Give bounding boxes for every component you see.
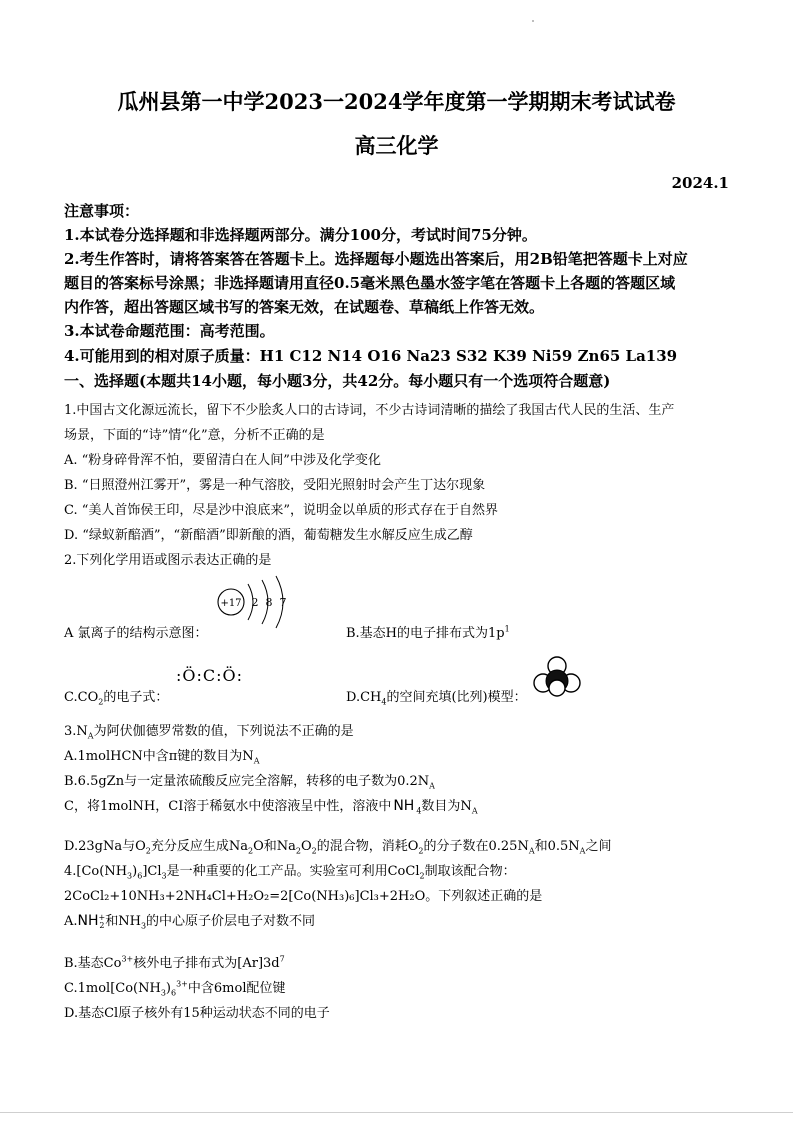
q4-stem-1: $4.[Co(NH_3)_6]Cl_3$是一种重要的化工产品。实验室可利用CoCl$_2$制取该配合物： [64, 864, 516, 881]
q1-option-a: A. “粉身碎骨浑不怕，要留清白在人间”中涉及化学变化 [64, 453, 381, 468]
q1-option-c: C. “美人首饰侯王印，尽是沙中浪底来”，说明金以单质的形式存在于自然界 [64, 503, 499, 518]
q3-option-d: D.23gNa与$O_2$充分反应生成$Na_2O$和$Na_2O_2$的混合物，消耗$O_2$的分子数在$0.25N_A$和$0.5N_A$之间 [64, 839, 612, 856]
notice-line-2: 2.考生作答时，请将答案答在答题卡上。选择题每小题选出答案后，用2B铅笔把答题卡上对应 [64, 250, 688, 268]
q3-option-a: A.1molHCN中含π键的数目为$N_A$ [64, 749, 260, 766]
exam-subtitle: 高三化学 [354, 133, 439, 158]
q4-option-c: $C.1mol[Co(NH_3)_6^{3+}$中含6mol配位键 [64, 979, 286, 998]
exam-date: 2024.1 [671, 174, 729, 192]
notice-line-4: 内作答，超出答题区域书写的答案无效，在试题卷、草稿纸上作答无效。 [64, 298, 545, 316]
shell-count-1: 2 [251, 596, 259, 609]
q1-option-b: B. “日照澄州江雾开”，雾是一种气溶胶，受阳光照射时会产生丁达尔现象 [64, 478, 486, 493]
q1-stem-2: 场景，下面的“诗”情“化”意，分析不正确的是 [64, 428, 325, 443]
q2-option-c: $C.CO_2$的电子式： [64, 690, 169, 707]
q2-option-a: A 氯离子的结构示意图： [64, 626, 208, 641]
q4-option-b: B.基态$Co^{3+}$核外电子排布式为$[Ar]3d^7$ [64, 954, 285, 971]
shell-count-2: 8 [265, 596, 273, 609]
ch4-space-filling-model [532, 656, 582, 698]
q3-option-c: C，将1molNH，CI溶于稀氨水中使溶液呈中性，溶液中 NH $_4$数目为$N_A$ [64, 798, 478, 816]
notice-line-3: 题目的答案标号涂黑；非选择题请用直径0.5毫米黑色墨水签字笔在答题卡上各题的答题区域 [64, 274, 676, 292]
q3-stem: $3.N_A$为阿伏伽德罗常数的值，下列说法不正确的是 [64, 724, 354, 741]
h-atom-front [549, 680, 565, 696]
q4-option-d: D.基态Cl原子核外有15种运动状态不同的电子 [64, 1006, 330, 1021]
section-heading: 一、选择题(本题共14小题，每小题3分，共42分。每小题只有一个选项符合题意) [64, 372, 611, 390]
shell-count-3: 7 [279, 596, 287, 609]
chloride-ion-diagram [212, 574, 302, 636]
q4-option-a: A.NH + 2 和$NH_3$的中心原子价层电子对数不同 [64, 912, 316, 931]
q2-option-d: $D.CH_4$的空间充填(比列)模型： [346, 690, 527, 707]
q1-option-d: D. “绿蚁新醅酒”，“新醅酒”即新酿的酒，葡萄糖发生水解反应生成乙醇 [64, 528, 473, 543]
q4-equation: 2CoCl₂+10NH₃+2NH₄Cl+H₂O₂=2[Co(NH₃)₆]Cl₃+2H₂O。下列叙述正确的是 [64, 889, 543, 904]
page-bottom-rule [0, 1112, 793, 1113]
nucleus-charge: +17 [220, 598, 242, 609]
q1-stem-1: 1.中国古文化源远流长，留下不少脍炙人口的古诗词，不少古诗词清晰的描绘了我国古代人民的生活、生产 [64, 403, 675, 418]
notice-line-1: 1.本试卷分选择题和非选择题两部分。满分100分，考试时间75分钟。 [64, 226, 537, 244]
notice-line-6: 4.可能用到的相对原子质量：H1 C12 N14 O16 Na23 S32 K39 Ni59 Zn65 La139 [64, 347, 678, 365]
q2-stem: 2.下列化学用语或图示表达正确的是 [64, 553, 272, 568]
notice-heading: 注意事项： [64, 202, 140, 220]
exam-title: 瓜州县第一中学2023一2024学年度第一学期期末考试试卷 [117, 89, 676, 114]
scan-dot [532, 20, 534, 22]
q2-option-b: B.基态H的电子排布式为$1p^1$ [346, 624, 510, 641]
q3-option-b: B.6.5gZn与一定量浓硫酸反应完全溶解，转移的电子数为$0.2N_A$ [64, 774, 435, 791]
co2-lewis-structure: :Ö:C:Ö: [176, 666, 244, 685]
notice-line-5: 3.本试卷命题范围：高考范围。 [64, 322, 275, 340]
